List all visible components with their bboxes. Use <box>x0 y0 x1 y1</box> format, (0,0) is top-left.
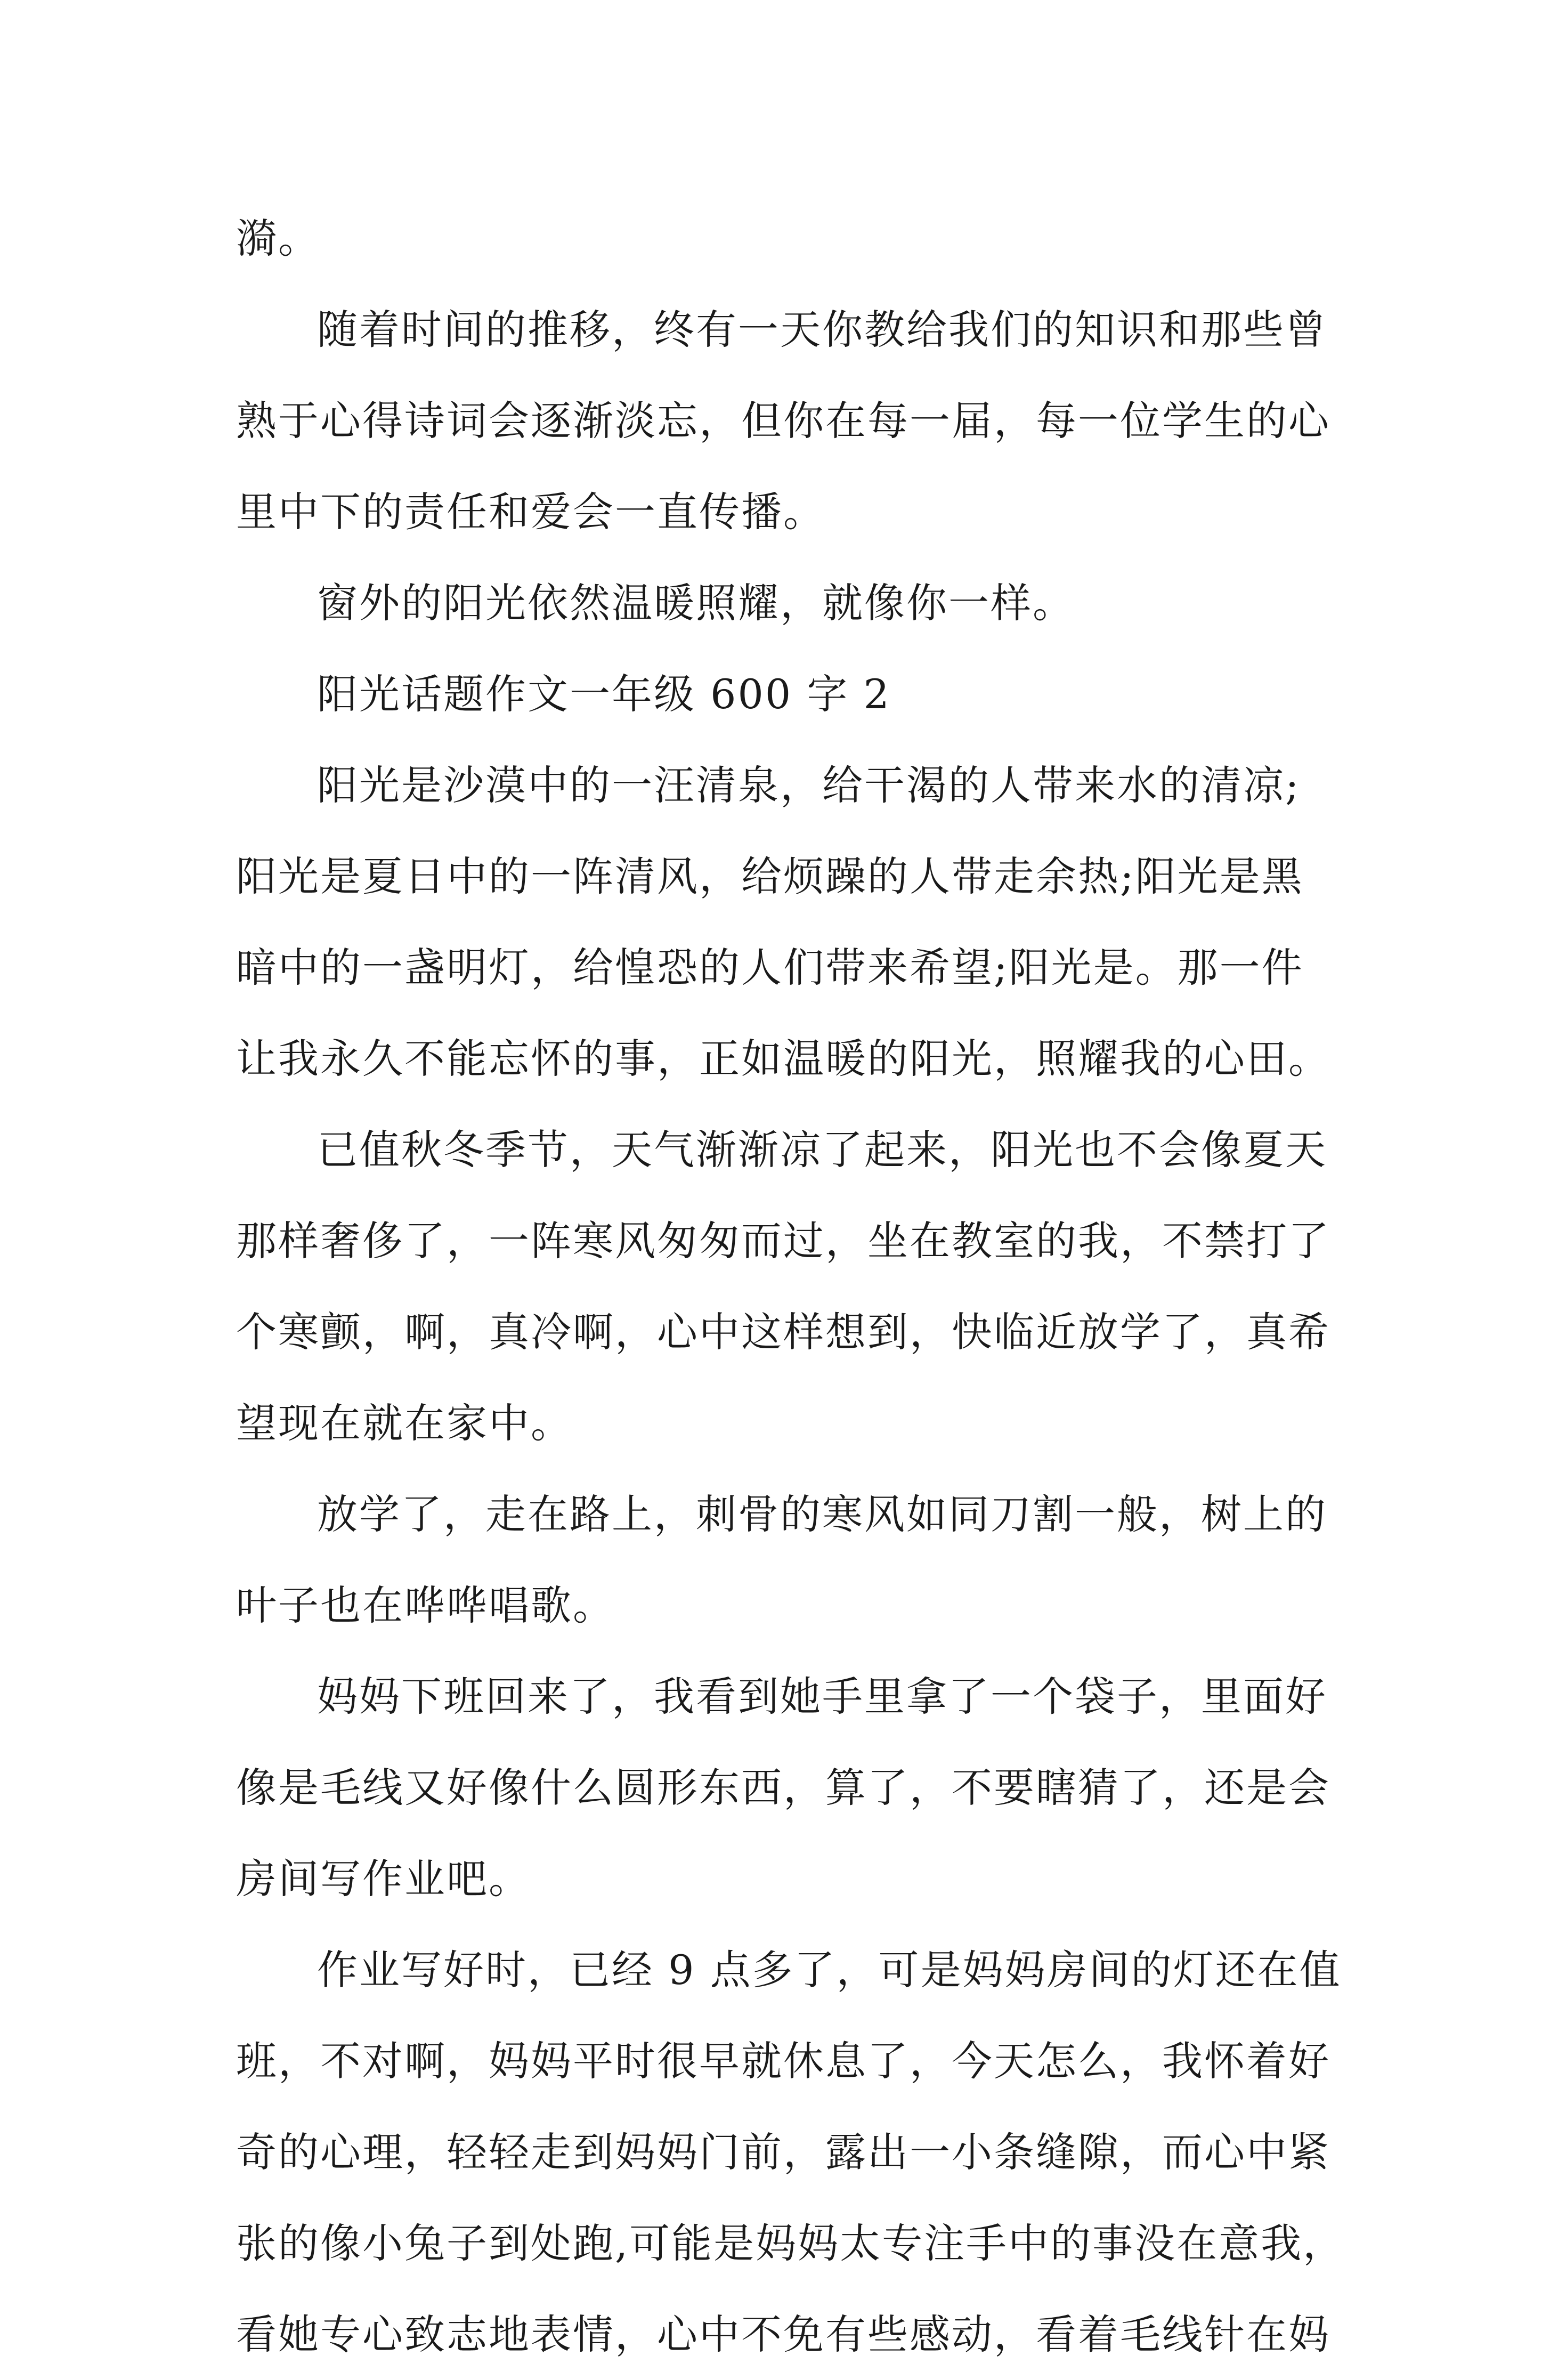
text-line: 已值秋冬季节，天气渐渐凉了起来，阳光也不会像夏天 <box>317 1126 1327 1173</box>
text-line: 叶子也在哗哗唱歌。 <box>236 1582 615 1629</box>
essay-body <box>236 193 1355 2380</box>
text-line: 暗中的一盏明灯，给惶恐的人们带来希望;阳光是。那一件 <box>236 944 1304 991</box>
text-line: 漪。 <box>236 215 320 262</box>
text-line: 放学了，走在路上，刺骨的寒风如同刀割一般，树上的 <box>317 1491 1327 1538</box>
text-line: 张的像小兔子到处跑,可能是妈妈太专注手中的事没在意我， <box>236 2220 1345 2267</box>
text-line: 阳光是夏日中的一阵清风，给烦躁的人带走余热;阳光是黑 <box>236 853 1304 900</box>
text-line: 看她专心致志地表情，心中不免有些感动，看着毛线针在妈 <box>236 2311 1330 2358</box>
text-line: 房间写作业吧。 <box>236 1855 531 1903</box>
text-line: 妈妈下班回来了，我看到她手里拿了一个袋子，里面好 <box>317 1673 1327 1720</box>
text-line: 像是毛线又好像什么圆形东西，算了，不要瞎猜了，还是会 <box>236 1764 1330 1811</box>
text-line: 熟于心得诗词会逐渐淡忘，但你在每一届，每一位学生的心 <box>236 397 1330 444</box>
text-line: 阳光是沙漠中的一汪清泉，给干渴的人带来水的清凉; <box>317 762 1301 809</box>
text-line: 阳光话题作文一年级 600 字 2 <box>317 670 891 718</box>
text-line: 望现在就在家中。 <box>236 1399 573 1447</box>
text-line: 随着时间的推移，终有一天你教给我们的知识和那些曾 <box>317 306 1327 353</box>
text-line: 个寒颤，啊，真冷啊，心中这样想到，快临近放学了，真希 <box>236 1308 1330 1356</box>
text-line: 奇的心理，轻轻走到妈妈门前，露出一小条缝隙，而心中紧 <box>236 2128 1330 2176</box>
text-line: 那样奢侈了，一阵寒风匆匆而过，坐在教室的我，不禁打了 <box>236 1217 1330 1265</box>
text-line: 里中下的责任和爱会一直传播。 <box>236 488 825 536</box>
text-line: 班，不对啊，妈妈平时很早就休息了，今天怎么，我怀着好 <box>236 2037 1330 2085</box>
text-line: 让我永久不能忘怀的事，正如温暖的阳光，照耀我的心田。 <box>236 1035 1330 1082</box>
text-line: 作业写好时，已经 9 点多了，可是妈妈房间的灯还在值 <box>317 1946 1342 1994</box>
text-line: 窗外的阳光依然温暖照耀，就像你一样。 <box>317 579 1075 627</box>
